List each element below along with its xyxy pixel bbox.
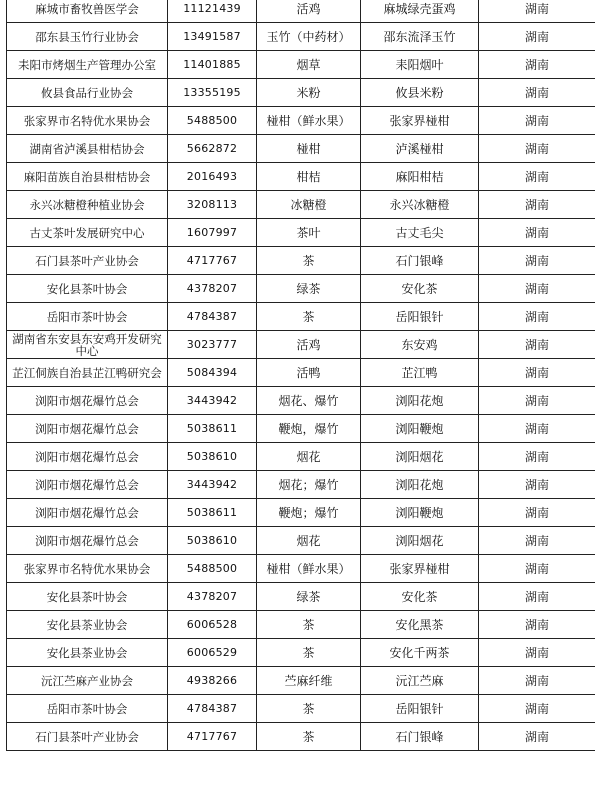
organization-cell: 浏阳市烟花爆竹总会: [7, 527, 168, 555]
province-cell: 湖南: [479, 275, 596, 303]
registration-number-cell: 5662872: [168, 135, 257, 163]
organization-cell: 沅江苎麻产业协会: [7, 667, 168, 695]
product-cell: 茶: [257, 303, 361, 331]
province-cell: 湖南: [479, 51, 596, 79]
organization-cell: 浏阳市烟花爆竹总会: [7, 415, 168, 443]
geographic-indication-table: [6, 0, 595, 751]
product-cell: 玉竹（中药材）: [257, 23, 361, 51]
product-cell: 绿茶: [257, 583, 361, 611]
product-cell: 椪柑（鲜水果）: [257, 107, 361, 135]
registration-number-cell: 4784387: [168, 695, 257, 723]
table-row: [7, 527, 596, 555]
province-cell: 湖南: [479, 191, 596, 219]
registration-number-cell: 6006529: [168, 639, 257, 667]
province-cell: 湖南: [479, 359, 596, 387]
organization-cell: 湖南省东安县东安鸡开发研究中心: [7, 331, 168, 359]
trademark-name-cell: 沅江苎麻: [361, 667, 479, 695]
organization-cell: 张家界市名特优水果协会: [7, 555, 168, 583]
trademark-name-cell: 安化黑茶: [361, 611, 479, 639]
trademark-name-cell: 耒阳烟叶: [361, 51, 479, 79]
organization-cell: 安化县茶业协会: [7, 611, 168, 639]
product-cell: 活鸡: [257, 0, 361, 23]
product-cell: 椪柑（鲜水果）: [257, 555, 361, 583]
province-cell: 湖南: [479, 583, 596, 611]
trademark-name-cell: 芷江鸭: [361, 359, 479, 387]
organization-cell: 邵东县玉竹行业协会: [7, 23, 168, 51]
trademark-name-cell: 攸县米粉: [361, 79, 479, 107]
registration-number-cell: 3023777: [168, 331, 257, 359]
organization-cell: 永兴冰糖橙种植业协会: [7, 191, 168, 219]
table-row: [7, 639, 596, 667]
table-row: [7, 275, 596, 303]
product-cell: 茶: [257, 723, 361, 751]
province-cell: 湖南: [479, 163, 596, 191]
province-cell: 湖南: [479, 331, 596, 359]
province-cell: 湖南: [479, 135, 596, 163]
province-cell: 湖南: [479, 611, 596, 639]
trademark-name-cell: 古丈毛尖: [361, 219, 479, 247]
table-row: [7, 723, 596, 751]
organization-cell: 浏阳市烟花爆竹总会: [7, 471, 168, 499]
organization-cell: 石门县茶叶产业协会: [7, 247, 168, 275]
trademark-name-cell: 永兴冰糖橙: [361, 191, 479, 219]
organization-cell: 攸县食品行业协会: [7, 79, 168, 107]
registration-number-cell: 2016493: [168, 163, 257, 191]
product-cell: 活鸡: [257, 331, 361, 359]
organization-cell: 岳阳市茶叶协会: [7, 303, 168, 331]
product-cell: 苎麻纤维: [257, 667, 361, 695]
trademark-name-cell: 石门银峰: [361, 247, 479, 275]
table-row: [7, 583, 596, 611]
table-row: [7, 695, 596, 723]
product-cell: 烟花: [257, 443, 361, 471]
province-cell: 湖南: [479, 555, 596, 583]
organization-cell: 浏阳市烟花爆竹总会: [7, 443, 168, 471]
trademark-name-cell: 浏阳鞭炮: [361, 499, 479, 527]
table-row: [7, 471, 596, 499]
province-cell: 湖南: [479, 695, 596, 723]
organization-cell: 张家界市名特优水果协会: [7, 107, 168, 135]
trademark-name-cell: 浏阳花炮: [361, 471, 479, 499]
table-body: [7, 0, 596, 751]
product-cell: 米粉: [257, 79, 361, 107]
trademark-name-cell: 泸溪椪柑: [361, 135, 479, 163]
province-cell: 湖南: [479, 107, 596, 135]
table-row: [7, 163, 596, 191]
table-row: [7, 23, 596, 51]
table-row: [7, 415, 596, 443]
organization-cell: 岳阳市茶叶协会: [7, 695, 168, 723]
trademark-name-cell: 岳阳银针: [361, 695, 479, 723]
product-cell: 椪柑: [257, 135, 361, 163]
product-cell: 茶: [257, 247, 361, 275]
trademark-name-cell: 安化千两茶: [361, 639, 479, 667]
table-row: [7, 303, 596, 331]
table-row: [7, 51, 596, 79]
product-cell: 烟花: [257, 527, 361, 555]
province-cell: 湖南: [479, 23, 596, 51]
trademark-name-cell: 安化茶: [361, 583, 479, 611]
table-row: [7, 135, 596, 163]
organization-cell: 耒阳市烤烟生产管理办公室: [7, 51, 168, 79]
table-row: [7, 499, 596, 527]
trademark-name-cell: 东安鸡: [361, 331, 479, 359]
registration-number-cell: 6006528: [168, 611, 257, 639]
organization-cell: 麻阳苗族自治县柑桔协会: [7, 163, 168, 191]
registration-number-cell: 13491587: [168, 23, 257, 51]
province-cell: 湖南: [479, 667, 596, 695]
registration-number-cell: 4938266: [168, 667, 257, 695]
province-cell: 湖南: [479, 219, 596, 247]
registration-number-cell: 4717767: [168, 723, 257, 751]
product-cell: 活鸭: [257, 359, 361, 387]
province-cell: 湖南: [479, 499, 596, 527]
product-cell: 茶: [257, 611, 361, 639]
registration-number-cell: 3443942: [168, 387, 257, 415]
product-cell: 鞭炮，爆竹: [257, 415, 361, 443]
province-cell: 湖南: [479, 723, 596, 751]
province-cell: 湖南: [479, 527, 596, 555]
organization-cell: 石门县茶叶产业协会: [7, 723, 168, 751]
trademark-name-cell: 麻城绿壳蛋鸡: [361, 0, 479, 23]
product-cell: 茶叶: [257, 219, 361, 247]
trademark-name-cell: 麻阳柑桔: [361, 163, 479, 191]
registration-number-cell: 5038610: [168, 527, 257, 555]
registration-number-cell: 4378207: [168, 275, 257, 303]
registration-number-cell: 5084394: [168, 359, 257, 387]
registration-number-cell: 5488500: [168, 107, 257, 135]
table-row: [7, 387, 596, 415]
province-cell: 湖南: [479, 639, 596, 667]
registration-number-cell: 11121439: [168, 0, 257, 23]
product-cell: 烟花、爆竹: [257, 387, 361, 415]
table-row: [7, 331, 596, 359]
product-cell: 柑桔: [257, 163, 361, 191]
trademark-name-cell: 浏阳花炮: [361, 387, 479, 415]
province-cell: 湖南: [479, 0, 596, 23]
registration-number-cell: 13355195: [168, 79, 257, 107]
registration-number-cell: 5488500: [168, 555, 257, 583]
province-cell: 湖南: [479, 471, 596, 499]
trademark-name-cell: 浏阳鞭炮: [361, 415, 479, 443]
registration-number-cell: 1607997: [168, 219, 257, 247]
table-row: [7, 79, 596, 107]
trademark-name-cell: 邵东流泽玉竹: [361, 23, 479, 51]
province-cell: 湖南: [479, 247, 596, 275]
province-cell: 湖南: [479, 79, 596, 107]
table-row: [7, 555, 596, 583]
registration-number-cell: 5038610: [168, 443, 257, 471]
province-cell: 湖南: [479, 303, 596, 331]
product-cell: 烟花；爆竹: [257, 471, 361, 499]
registration-number-cell: 4378207: [168, 583, 257, 611]
organization-cell: 安化县茶业协会: [7, 639, 168, 667]
province-cell: 湖南: [479, 443, 596, 471]
organization-cell: 安化县茶叶协会: [7, 275, 168, 303]
table-row: [7, 247, 596, 275]
registration-number-cell: 5038611: [168, 415, 257, 443]
product-cell: 烟草: [257, 51, 361, 79]
table-row: [7, 107, 596, 135]
trademark-name-cell: 浏阳烟花: [361, 443, 479, 471]
organization-cell: 浏阳市烟花爆竹总会: [7, 387, 168, 415]
organization-cell: 古丈茶叶发展研究中心: [7, 219, 168, 247]
registration-number-cell: 3443942: [168, 471, 257, 499]
registration-number-cell: 4717767: [168, 247, 257, 275]
registration-number-cell: 4784387: [168, 303, 257, 331]
province-cell: 湖南: [479, 415, 596, 443]
product-cell: 茶: [257, 695, 361, 723]
product-cell: 绿茶: [257, 275, 361, 303]
trademark-name-cell: 张家界椪柑: [361, 555, 479, 583]
table-row: [7, 0, 596, 23]
product-cell: 鞭炮；爆竹: [257, 499, 361, 527]
organization-cell: 浏阳市烟花爆竹总会: [7, 499, 168, 527]
organization-cell: 麻城市畜牧兽医学会: [7, 0, 168, 23]
table-row: [7, 219, 596, 247]
table-row: [7, 611, 596, 639]
trademark-registry-sheet: [6, 0, 595, 787]
organization-cell: 芷江侗族自治县芷江鸭研究会: [7, 359, 168, 387]
trademark-name-cell: 岳阳银针: [361, 303, 479, 331]
trademark-name-cell: 安化茶: [361, 275, 479, 303]
province-cell: 湖南: [479, 387, 596, 415]
registration-number-cell: 11401885: [168, 51, 257, 79]
table-row: [7, 191, 596, 219]
trademark-name-cell: 张家界椪柑: [361, 107, 479, 135]
product-cell: 冰糖橙: [257, 191, 361, 219]
table-row: [7, 359, 596, 387]
trademark-name-cell: 石门银峰: [361, 723, 479, 751]
trademark-name-cell: 浏阳烟花: [361, 527, 479, 555]
registration-number-cell: 3208113: [168, 191, 257, 219]
organization-cell: 湖南省泸溪县柑桔协会: [7, 135, 168, 163]
table-row: [7, 443, 596, 471]
organization-cell: 安化县茶叶协会: [7, 583, 168, 611]
product-cell: 茶: [257, 639, 361, 667]
registration-number-cell: 5038611: [168, 499, 257, 527]
table-row: [7, 667, 596, 695]
